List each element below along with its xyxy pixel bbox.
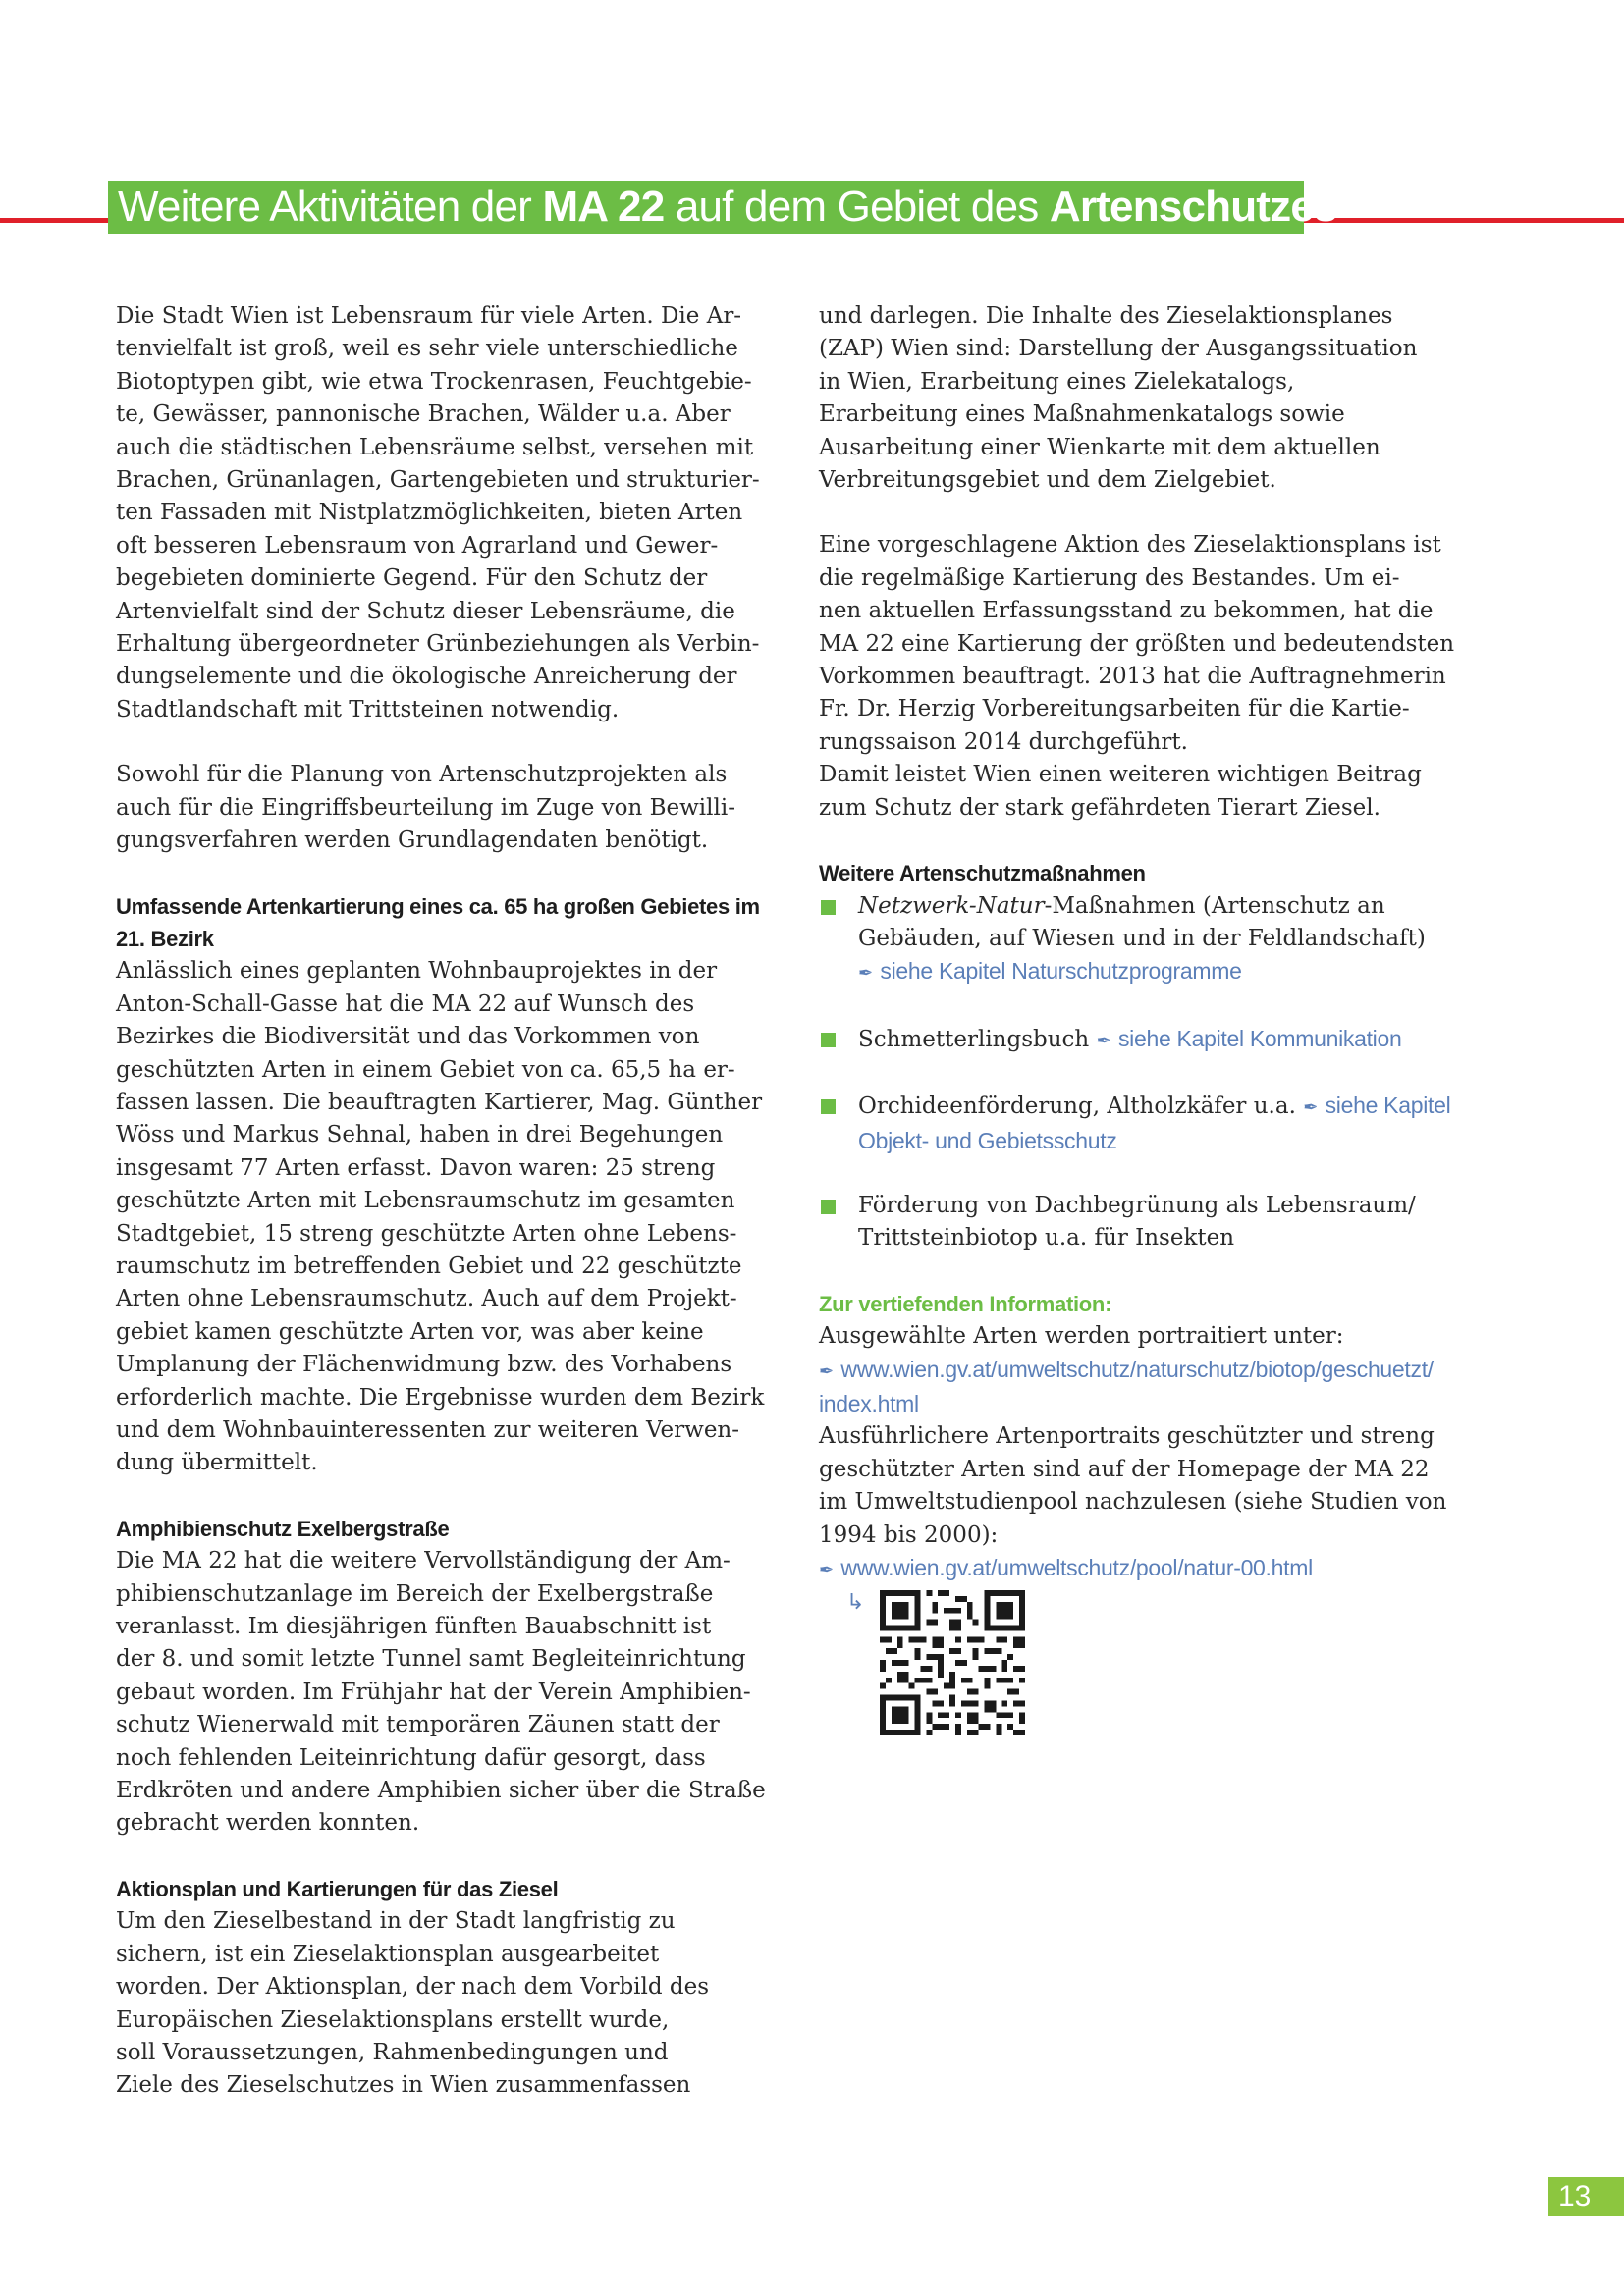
action-paragraph: Eine vorgeschlagene Aktion des Zieselaktionsplans ist die regelmäßige Kartierung des Bestandes. Um ei- nen aktuellen Erfassungsstand zu bekommen, hat die MA 22 eine Kartierung der größten und bedeutendsten Vorkommen beauftragt. 2013 hat die Auftragnehmerin Fr. Dr. Herzig Vorbereitungsarbeiten für die Kartie- rungssaison 2014 durchgeführt. Damit leistet Wien einen weiteren wichtigen Beitrag zum Schutz der stark gefährdeten Tierart Ziesel.	[819, 532, 1455, 821]
info-text-1: Ausgewählte Arten werden portraitiert unter:	[819, 1323, 1344, 1350]
info-heading: Zur vertiefenden Information:	[819, 1291, 1112, 1316]
measure-item-orchideen: Orchideenförderung, Altholzkäfer u.a. ✒ siehe Kapitel Objekt- und Gebietsschutz	[819, 1090, 1496, 1157]
link-objektschutz[interactable]: siehe Kapitel	[1325, 1093, 1451, 1119]
ziesel-continuation-paragraph: und darlegen. Die Inhalte des Zieselaktionsplanes (ZAP) Wien sind: Darstellung der Ausgangssituation in Wien, Erarbeitung eines Zielekatalogs, Erarbeitung eines Maßnahmenkatalogs sowie Ausarbeitung einer Wienkarte mit dem aktuellen Verbreitungsgebiet und dem Zielgebiet.	[819, 303, 1418, 494]
pen-arrow-icon: ✒	[1303, 1097, 1319, 1119]
measures-heading: Weitere Artenschutzmaßnahmen	[819, 861, 1146, 886]
planning-paragraph: Sowohl für die Planung von Artenschutzprojekten als auch für die Eingriffsbeurteilung im Zuge von Bewilli- gungsverfahren werden Grundlagendaten benötigt.	[116, 762, 735, 854]
ziesel-heading: Aktionsplan und Kartierungen für das Ziesel	[116, 1876, 559, 1901]
pen-arrow-icon: ✒	[858, 963, 874, 985]
info-text-2: Ausführlichere Artenportraits geschützter und streng geschützter Arten sind auf der Homepage der MA 22 im Umweltstudienpool nachzulesen (siehe Studien von 1994 bis 2000):	[819, 1423, 1447, 1548]
page-number: 13	[1548, 2177, 1624, 2216]
left-column	[116, 300, 784, 2103]
amphibian-paragraph: Die MA 22 hat die weitere Vervollständigung der Am- phibienschutzanlage im Bereich der Exelbergstraße veranlasst. Im diesjährigen fünften Bauabschnitt ist der 8. und somit letzte Tunnel samt Begleiteinrichtung gebaut worden. Im Frühjahr hat der Verein Amphibien- schutz Wienerwald mit temporären Zäunen statt der noch fehlenden Leiteinrichtung dafür gesorgt, dass Erdkröten und andere Amphibien sicher über die Straße gebracht werden konnten.	[116, 1548, 766, 1837]
bullet-square-icon	[821, 1033, 836, 1047]
qr-code[interactable]	[878, 1590, 1027, 1735]
right-column	[819, 300, 1496, 1620]
measure-item-dachbegruenung: Förderung von Dachbegrünung als Lebensraum/ Trittsteinbiotop u.a. für Insekten	[819, 1190, 1496, 1255]
page-title: Weitere Aktivitäten der MA 22 auf dem Gebiet des Artenschutzes	[108, 181, 1304, 234]
measure-item-schmetterlingsbuch: Schmetterlingsbuch ✒ siehe Kapitel Kommunikation	[819, 1023, 1496, 1057]
link-naturschutzprogramme[interactable]: siehe Kapitel Naturschutzprogramme	[880, 958, 1242, 985]
url-biotop-link-cont[interactable]: index.html	[819, 1390, 919, 1416]
mapping-paragraph: Anlässlich eines geplanten Wohnbauprojektes in der Anton-Schall-Gasse hat die MA 22 auf Wunsch des Bezirkes die Biodiversität und das Vorkommen von geschützten Arten in einem Gebiet von ca. 65,5 ha er- fassen lassen. Die beauftragten Kartierer, Mag. Günther Wöss und Markus Sehnal, haben in drei Begehungen insgesamt 77 Arten erfasst. Davon waren: 25 streng geschützte Arten mit Lebensraumschutz im gesamten Stadtgebiet, 15 streng geschützte Arten ohne Lebens- raumschutz im betreffenden Gebiet und 22 geschützte Arten ohne Lebensraumschutz. Auch auf dem Projekt- gebiet kamen geschützte Arten vor, was aber keine Umplanung der Flächenwidmung bzw. des Vorhabens erforderlich machte. Die Ergebnisse wurden dem Bezirk und dem Wohnbauinteressenten zur weiteren Verwen- dung übermittelt.	[116, 958, 765, 1476]
measure-item-netzwerk-natur: Netzwerk-Natur-Maßnahmen (Artenschutz an Gebäuden, auf Wiesen und in der Feldlandschaft) ✒ siehe Kapitel Naturschutzprogramme	[819, 890, 1496, 990]
bullet-square-icon	[821, 900, 836, 915]
pen-arrow-icon: ✒	[819, 1361, 835, 1382]
pen-arrow-icon: ✒	[819, 1560, 835, 1580]
pen-arrow-icon: ✒	[1096, 1030, 1111, 1051]
url-biotop-link[interactable]: www.wien.gv.at/umweltschutz/naturschutz/biotop/geschuetzt/	[840, 1356, 1434, 1382]
link-kommunikation[interactable]: siehe Kapitel Kommunikation	[1117, 1025, 1402, 1051]
return-arrow-icon: ↳	[846, 1590, 865, 1616]
amphibian-heading: Amphibienschutz Exelbergstraße	[116, 1516, 450, 1541]
url-pool-link[interactable]: www.wien.gv.at/umweltschutz/pool/natur-00.html	[840, 1555, 1313, 1580]
mapping-heading: Umfassende Artenkartierung eines ca. 65 ha großen Gebietes im 21. Bezirk	[116, 893, 760, 951]
bullet-square-icon	[821, 1200, 836, 1214]
bullet-square-icon	[821, 1099, 836, 1114]
ziesel-paragraph: Um den Zieselbestand in der Stadt langfristig zu sichern, ist ein Zieselaktionsplan ausgearbeitet worden. Der Aktionsplan, der nach dem Vorbild des Europäischen Zieselaktionsplans erstellt wurde, soll Voraussetzungen, Rahmenbedingungen und Ziele des Zieselschutzes in Wien zusammenfassen	[116, 1908, 710, 2099]
link-objektschutz-cont[interactable]: Objekt- und Gebietsschutz	[858, 1127, 1117, 1153]
intro-paragraph: Die Stadt Wien ist Lebensraum für viele Arten. Die Ar- tenvielfalt ist groß, weil es sehr viele unterschiedliche Biotoptypen gibt, wie etwa Trockenrasen, Feuchtgebie- te, Gewässer, pannonische Brachen, Wälder u.a. Aber auch die städtischen Lebensräume selbst, versehen mit Brachen, Grünanlagen, Gartengebieten und strukturier- ten Fassaden mit Nistplatzmöglichkeiten, bieten Arten oft besseren Lebensraum von Agrarland und Gewer- begebieten dominierte Gegend. Für den Schutz der Artenvielfalt sind der Schutz dieser Lebensräume, die Erhaltung übergeordneter Grünbeziehungen als Verbin- dungselemente und die ökologische Anreicherung der Stadtlandschaft mit Trittsteinen notwendig.	[116, 303, 760, 722]
